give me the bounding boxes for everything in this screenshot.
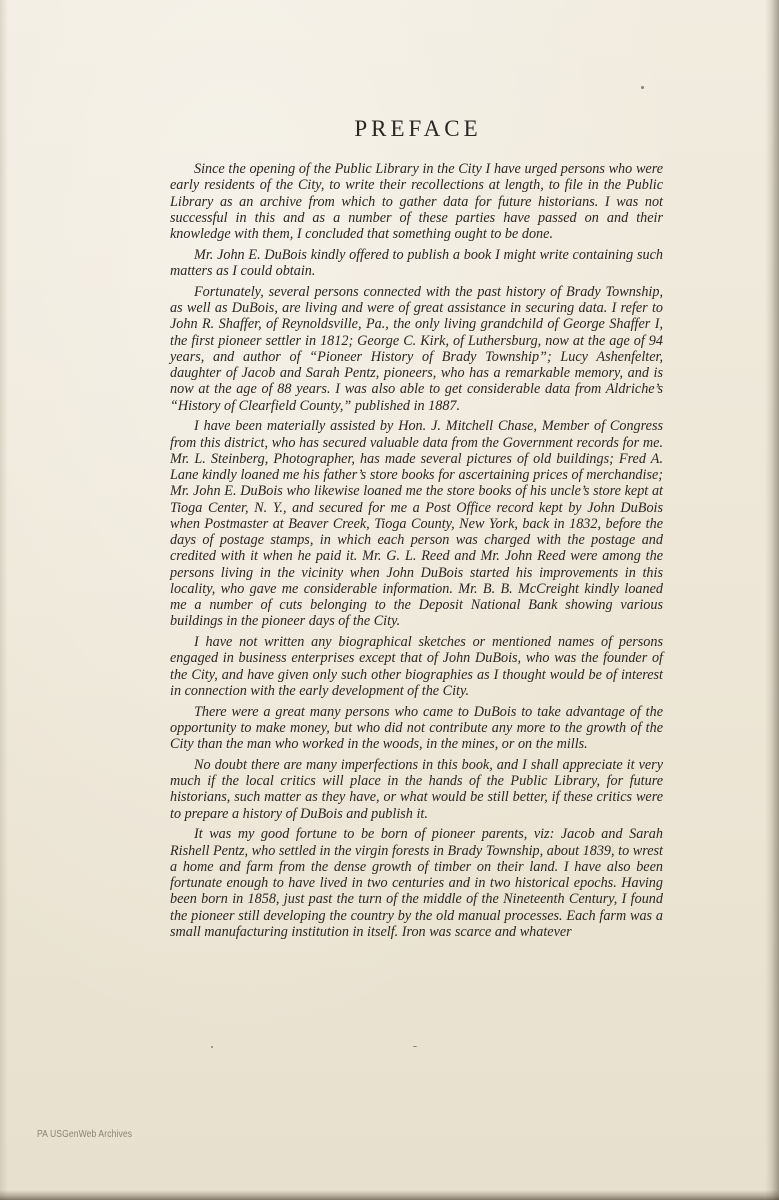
paragraph: Mr. John E. DuBois kindly offered to publish a book I might write containing such matters as I could obtain. (170, 246, 663, 279)
paragraph: I have not written any biographical sketches or mentioned names of persons engaged in business enterprises except that of John DuBois, who was the founder of the City, and have given only such other biographies as I thought would be of interest in connection with the early development of the City. (170, 634, 663, 699)
paragraph: No doubt there are many imperfections in this book, and I shall appreciate it very much if the local critics will place in the hands of the Public Library, for future historians, such matter as they have, or what would be still better, if these critics were to prepare a history of DuBois and publish it. (170, 756, 663, 822)
paper-speck (211, 1046, 213, 1048)
archive-watermark: PA USGenWeb Archives (37, 1129, 133, 1140)
page-right-edge (765, 0, 779, 1200)
page-title: PREFACE (354, 116, 482, 141)
page-bottom-edge (0, 1190, 779, 1200)
preface-body (170, 161, 663, 945)
paper-speck (641, 86, 644, 89)
paragraph: I have been materially assisted by Hon. J. Mitchell Chase, Member of Congress from this district, who has secured valuable data from the Government records for me. Mr. L. Steinberg, Photographer, has made several pictures of old buildings; Fred A. Lane kindly loaned me his father’s store books for ascertaining prices of merchandise; Mr. John E. DuBois who likewise loaned me the store books of his uncle’s store kept at Tioga Center, N. Y., and secured for me a Post Office record kept by John DuBois when Postmaster at Beaver Creek, Tioga County, New York, back in 1832, before the days of postage stamps, in which each person was charged with the postage and credited with it when he paid it. Mr. G. L. Reed and Mr. John Reed were among the persons living in the vicinity when John DuBois started his improvements in this locality, who gave me considerable information. Mr. B. B. McCreight kindly loaned me a number of cuts belonging to the Deposit National Bank showing various buildings in the pioneer days of the City. (170, 418, 663, 630)
paragraph: Since the opening of the Public Library in the City I have urged persons who were early residents of the City, to write their recollections at length, to file in the Public Library as an archive from which to gather data for future historians. I was not successful in this and as a number of these parties have passed on and their knowledge with them, I concluded that something ought to be done. (170, 161, 663, 242)
paragraph: There were a great many persons who came to DuBois to take advantage of the opportunity to make money, but who did not contribute any more to the growth of the City than the man who worked in the woods, in the mines, or on the mills. (170, 703, 663, 752)
paper-speck (413, 1046, 417, 1047)
page-left-shading (0, 0, 8, 1200)
paragraph: It was my good fortune to be born of pioneer parents, viz: Jacob and Sarah Rishell Pentz, who settled in the virgin forests in Brady Township, about 1839, to wrest a home and farm from the dense growth of timber on their land. I have also been fortunate enough to have lived in two centuries and in two historical epochs. Having been born in 1858, just past the turn of the middle of the Nineteenth Century, I found the pioneer still developing the country by the old manual processes. Each farm was a small manufacturing institution in itself. Iron was scarce and whatever (170, 826, 663, 940)
paragraph: Fortunately, several persons connected with the past history of Brady Township, as well as DuBois, are living and were of great assistance in securing data. I refer to John R. Shaffer, of Reynoldsville, Pa., the only living grandchild of George Shaffer I, the first pioneer settler in 1812; George C. Kirk, of Luthersburg, now at the age of 94 years, and author of “Pioneer History of Brady Township”; Lucy Ashenfelter, daughter of Jacob and Sarah Pentz, pioneers, who has a remarkable memory, and is now at the age of 88 years. I was also able to get considerable data from Aldriche’s “History of Clearfield County,” published in 1887. (170, 283, 663, 414)
